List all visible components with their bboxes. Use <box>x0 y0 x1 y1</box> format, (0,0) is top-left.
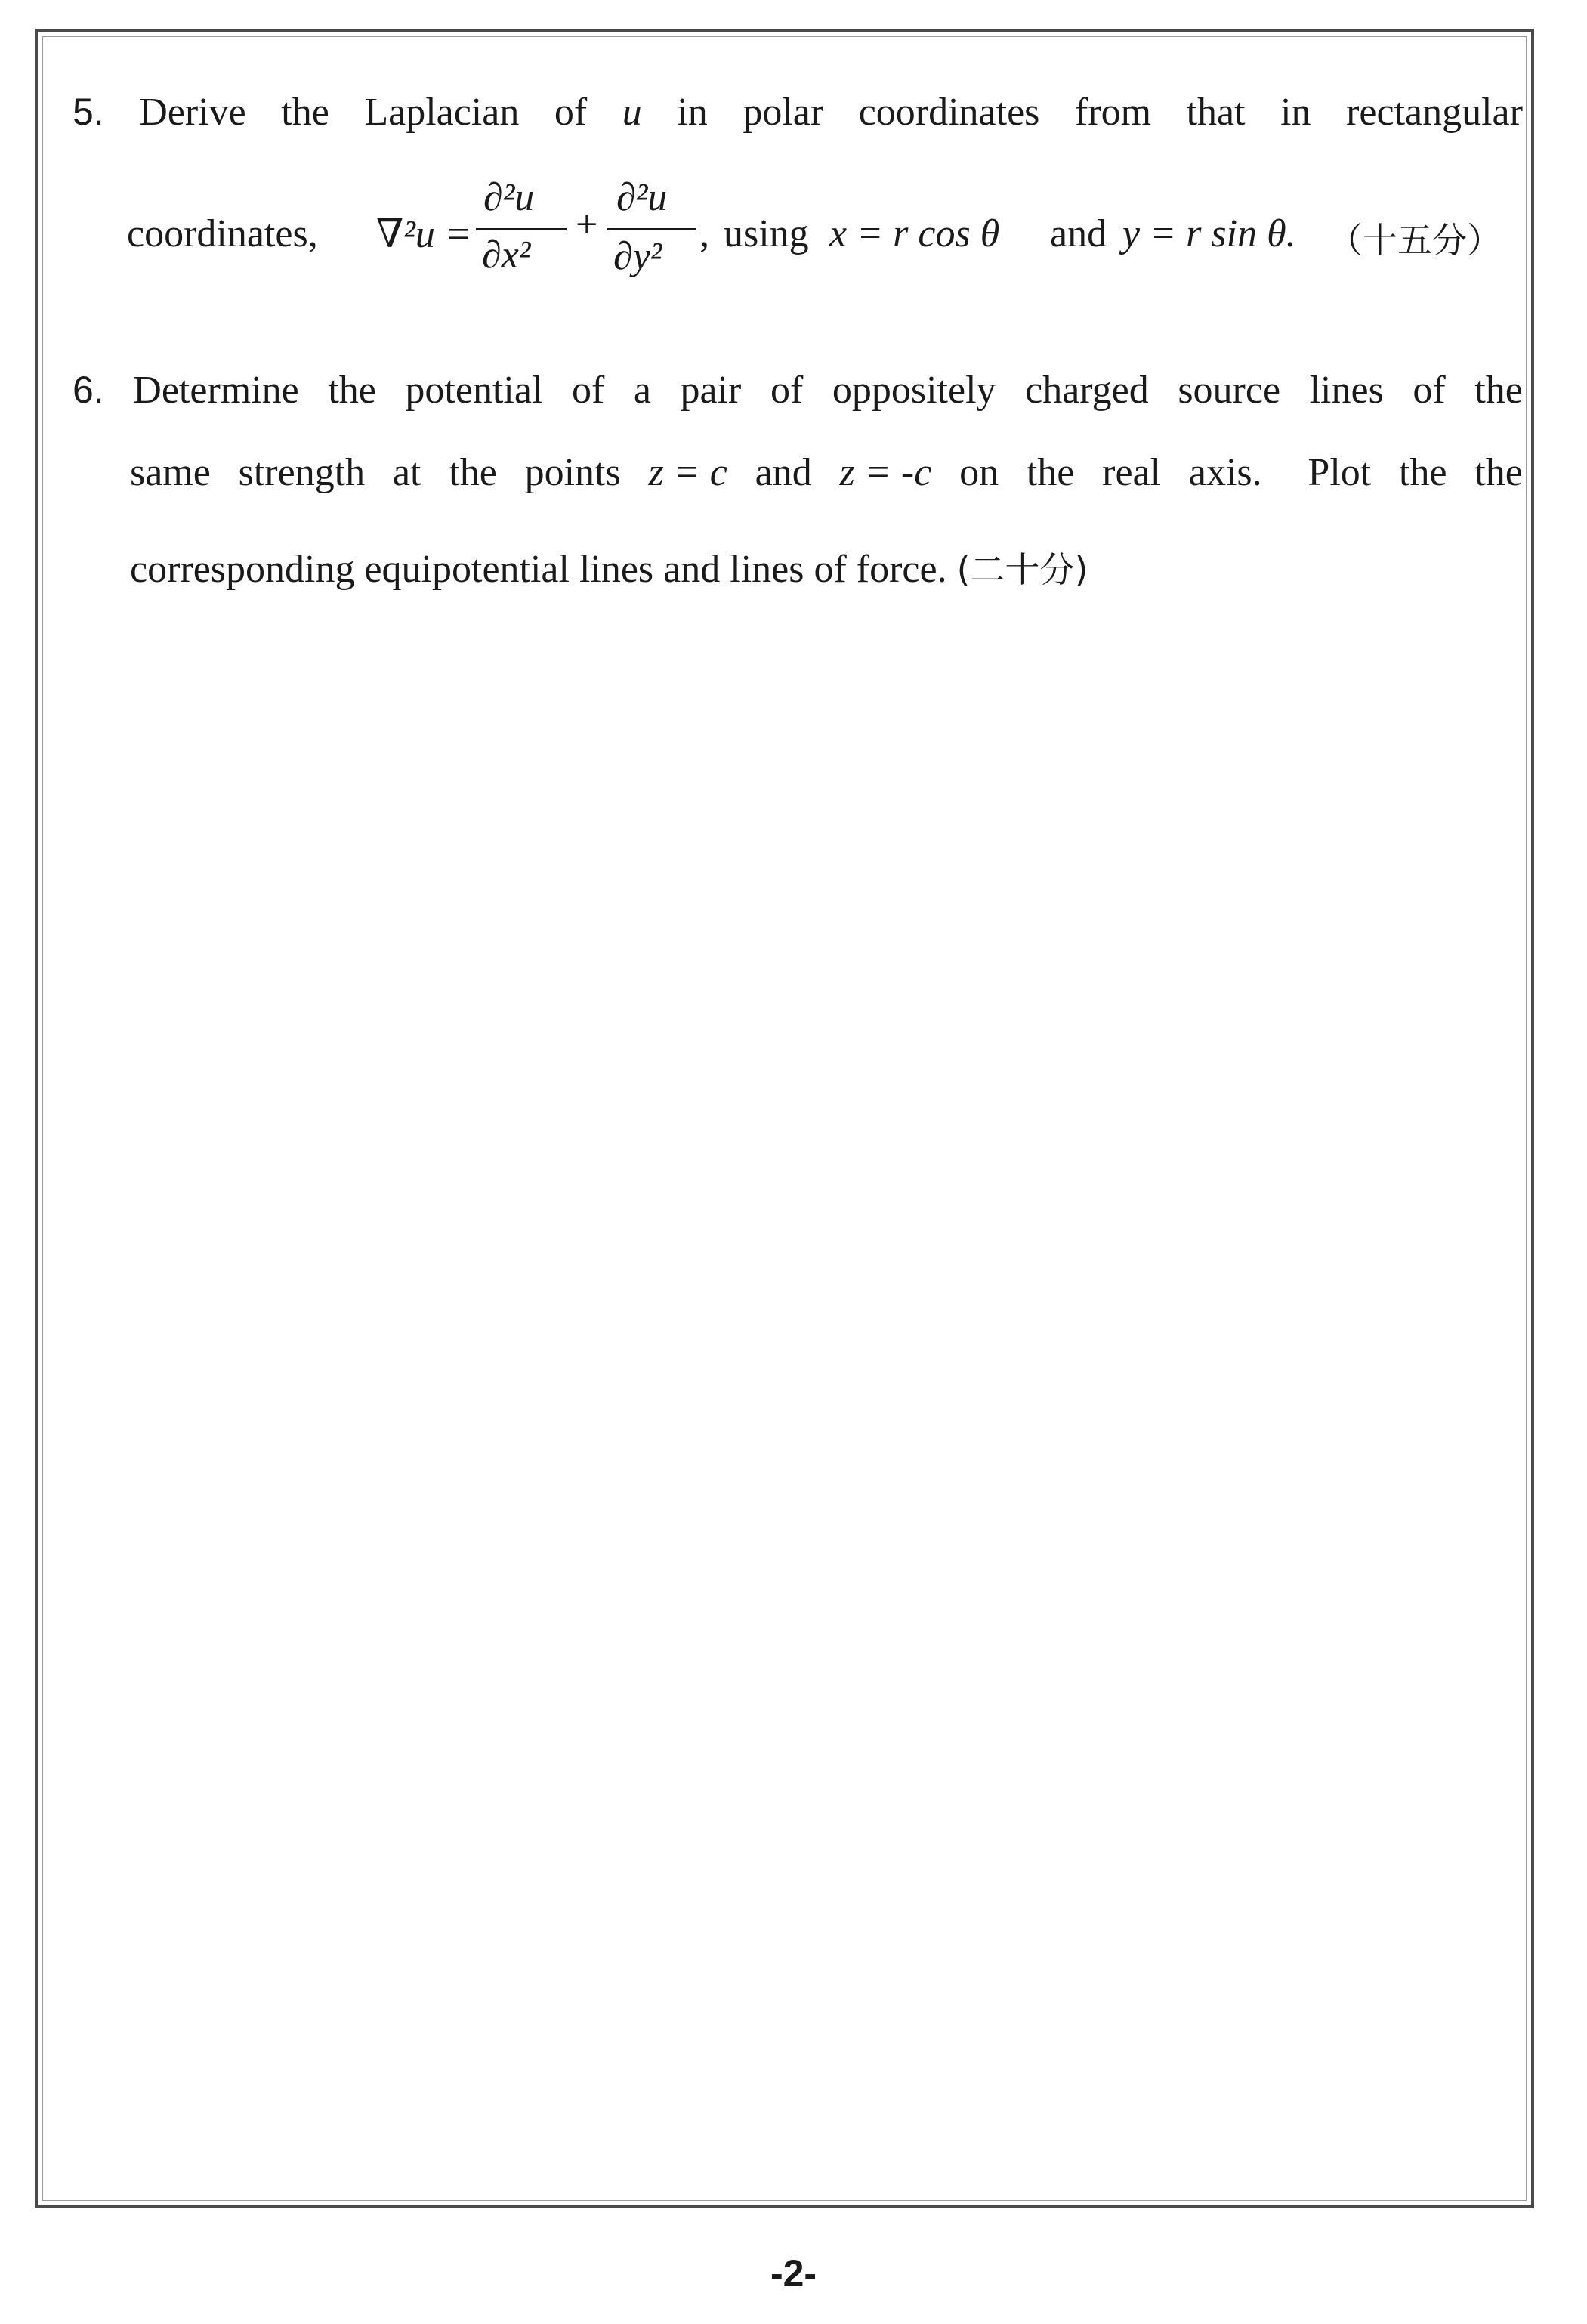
q6-line-1 <box>73 367 1523 413</box>
q5-word: from <box>1074 91 1152 134</box>
q6-word: on <box>959 451 999 494</box>
fraction-1-bar <box>476 228 567 230</box>
q6-word: same <box>130 451 211 494</box>
q5-word: in <box>677 91 708 134</box>
q5-formula-line <box>127 165 1521 316</box>
q6-word: real <box>1102 451 1162 494</box>
fraction-1-numerator: ∂²u <box>483 176 535 219</box>
q6-point-negative: z = -c <box>839 451 932 494</box>
q6-line-2 <box>130 450 1523 496</box>
q5-comma: , <box>699 212 709 255</box>
q6-word: the <box>1474 451 1523 494</box>
q6-word: potential <box>405 369 543 412</box>
q5-number: 5. <box>73 91 104 133</box>
q6-word: of <box>571 369 605 412</box>
q5-word: coordinates <box>858 91 1040 134</box>
q6-word: of <box>1413 369 1446 412</box>
q6-points: (二十分) <box>956 549 1088 590</box>
fraction-2-numerator: ∂²u <box>616 176 668 219</box>
q6-word: of <box>770 369 804 412</box>
q6-word: points <box>524 451 621 494</box>
answer-box-frame <box>35 29 1534 2208</box>
q5-points: （十五分） <box>1328 220 1502 261</box>
q6-word: Plot <box>1308 451 1372 494</box>
q6-word: oppositely <box>832 369 996 412</box>
substitution-x: x = r cos θ <box>829 212 1000 255</box>
q5-line-2-lead: coordinates, <box>127 212 318 255</box>
q5-word: in <box>1280 91 1311 134</box>
q5-word: Derive <box>139 91 246 134</box>
laplacian-lhs: ∇²u = <box>376 213 471 256</box>
q6-word: axis. <box>1188 451 1262 494</box>
q6-word: at <box>392 451 421 494</box>
q5-word: of <box>554 91 588 134</box>
answer-box-inner-border <box>42 36 1527 2201</box>
q6-word: and <box>755 451 812 494</box>
q6-number: 6. <box>73 369 104 411</box>
q5-line-1 <box>73 89 1523 135</box>
q6-word: lines <box>1309 369 1384 412</box>
q6-word: a <box>633 369 651 412</box>
q5-word-variable-u: u <box>622 91 642 134</box>
fraction-2-bar <box>607 228 696 230</box>
q5-word: the <box>281 91 329 134</box>
q5-word: that <box>1186 91 1246 134</box>
q6-word: the <box>1399 451 1447 494</box>
q6-line-3-text: corresponding equipotential lines and lines of force. <box>130 548 947 591</box>
q6-word: the <box>449 451 497 494</box>
q6-word: pair <box>680 369 742 412</box>
q6-word: charged <box>1025 369 1149 412</box>
fraction-2-denominator: ∂y² <box>613 235 662 278</box>
q6-word: source <box>1178 369 1281 412</box>
q6-word: the <box>1474 369 1523 412</box>
q5-using: using <box>724 212 809 255</box>
q6-line-3 <box>130 547 1088 592</box>
q5-word: rectangular <box>1346 91 1523 134</box>
q6-word: the <box>1026 451 1075 494</box>
q5-word: polar <box>743 91 824 134</box>
q6-word: the <box>328 369 376 412</box>
q5-and: and <box>1050 212 1107 255</box>
plus-sign: + <box>576 203 598 246</box>
q6-point-positive: z = c <box>648 451 727 494</box>
substitution-y: y = r sin θ. <box>1122 212 1296 255</box>
q6-word: Determine <box>133 369 299 412</box>
q5-word: Laplacian <box>364 91 520 134</box>
page-number: -2- <box>770 2252 817 2295</box>
q6-word: strength <box>238 451 366 494</box>
fraction-1-denominator: ∂x² <box>482 233 531 277</box>
